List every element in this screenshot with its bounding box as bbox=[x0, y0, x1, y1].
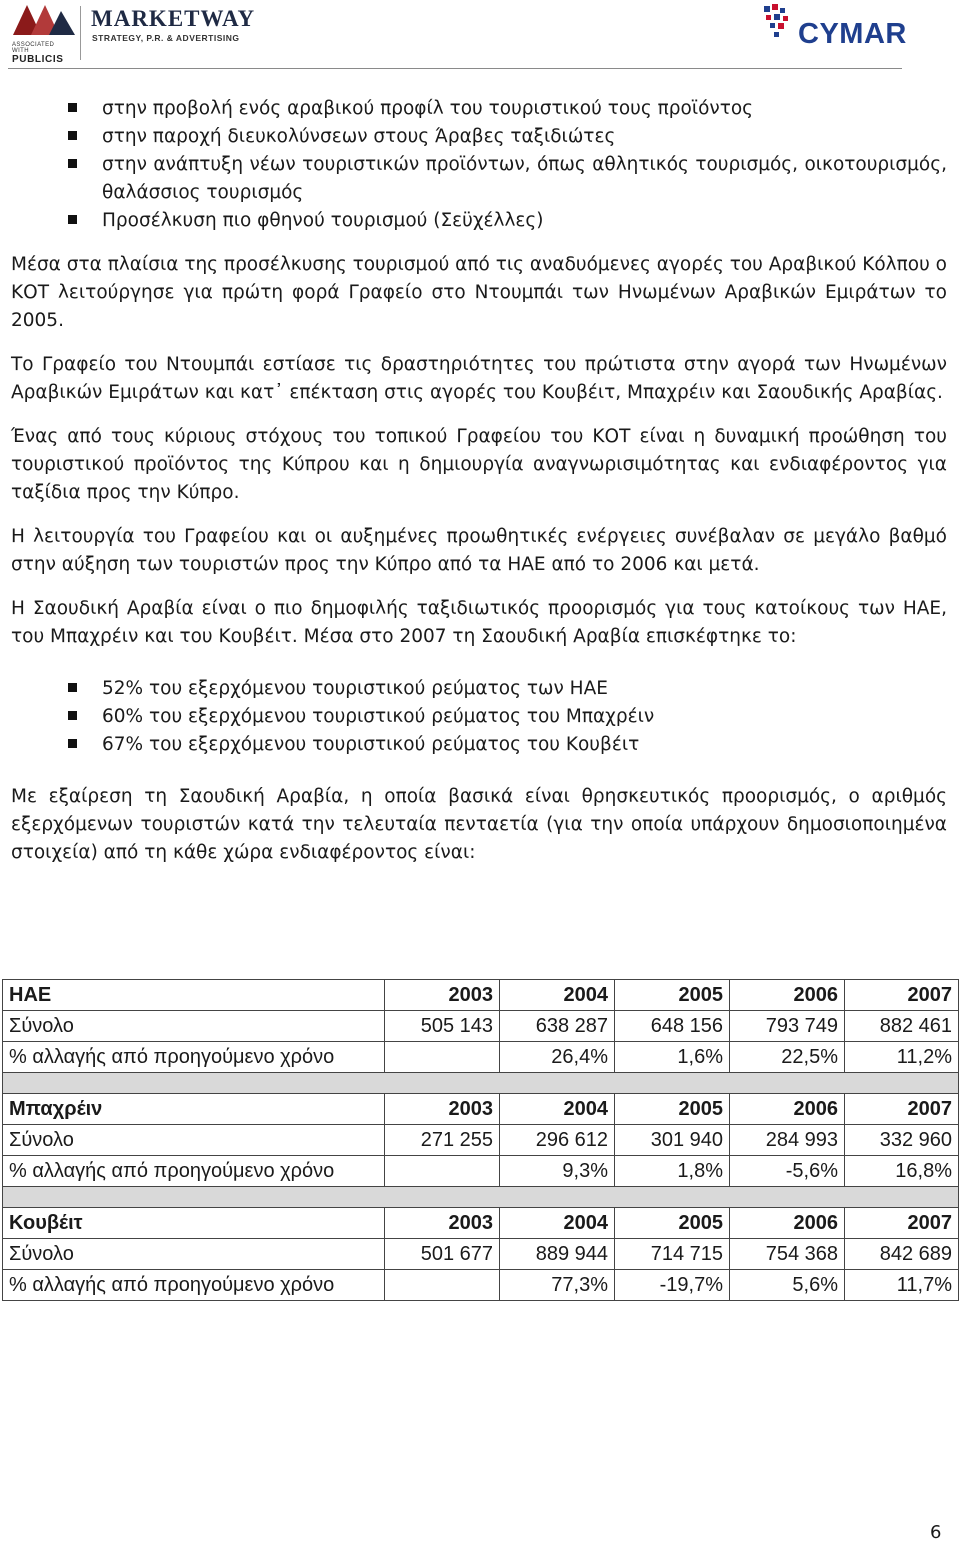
list-item bbox=[11, 703, 947, 731]
year-cell: 2004 bbox=[500, 1208, 615, 1239]
change-cell: 1,6% bbox=[615, 1042, 730, 1073]
paragraph-results: Η λειτουργία του Γραφείου και οι αυξημένες προωθητικές ενέργειες συνέβαλαν σε μεγάλο βαθμό στην αύξηση των τουριστών προς την Κύπρο από τα ΗΑΕ από το 2006 και μετά. bbox=[11, 526, 947, 575]
square-bullet-icon bbox=[68, 103, 77, 112]
change-cell: 22,5% bbox=[730, 1042, 845, 1073]
list-item-text: 67% του εξερχόμενου τουριστικού ρεύματος του Κουβέιτ bbox=[102, 734, 640, 755]
table-header-row bbox=[3, 1094, 959, 1125]
list-item bbox=[11, 123, 947, 151]
change-cell: 9,3% bbox=[500, 1156, 615, 1187]
header-rule bbox=[8, 68, 902, 69]
table-spacer-row bbox=[3, 1073, 959, 1094]
year-cell: 2007 bbox=[845, 1094, 959, 1125]
total-cell: 754 368 bbox=[730, 1239, 845, 1270]
change-cell: 77,3% bbox=[500, 1270, 615, 1301]
change-cell: 1,8% bbox=[615, 1156, 730, 1187]
row-label: Σύνολο bbox=[3, 1125, 385, 1156]
list-item-text: Προσέλκυση πιο φθηνού τουρισμού (Σεϋχέλλες) bbox=[102, 210, 544, 231]
list-item bbox=[11, 675, 947, 703]
table-row bbox=[3, 1239, 959, 1270]
change-cell bbox=[385, 1156, 500, 1187]
year-cell: 2004 bbox=[500, 980, 615, 1011]
country-label: ΗΑΕ bbox=[3, 980, 385, 1011]
marketway-logo-icon bbox=[13, 5, 75, 35]
logo-divider bbox=[80, 6, 81, 60]
year-cell: 2005 bbox=[615, 980, 730, 1011]
total-cell: 638 287 bbox=[500, 1011, 615, 1042]
table-row bbox=[3, 1011, 959, 1042]
association-line: ASSOCIATED WITH bbox=[12, 42, 55, 54]
list-item-text: στην παροχή διευκολύνσεων στους Άραβες ταξιδιώτες bbox=[102, 126, 616, 147]
year-cell: 2006 bbox=[730, 980, 845, 1011]
table-row bbox=[3, 1125, 959, 1156]
table-header-row bbox=[3, 980, 959, 1011]
row-label: % αλλαγής από προηγούμενο χρόνο bbox=[3, 1270, 385, 1301]
paragraph-saudi: Η Σαουδική Αραβία είναι ο πιο δημοφιλής ταξιδιωτικός προορισμός για τους κατοίκους των ΗΑΕ, του Μπαχρέιν και του Κουβέιτ. Μέσα στο 2007 τη Σαουδική Αραβία επισκέφτηκε το: bbox=[11, 598, 947, 647]
list-item bbox=[11, 95, 947, 123]
year-cell: 2003 bbox=[385, 980, 500, 1011]
paragraph-office-focus: Το Γραφείο του Ντουμπάι εστίασε τις δραστηριότητες του πρώτιστα στην αγορά των Ηνωμένων Αραβικών Εμιράτων και κατ᾽ επέκταση στις αγορές του Κουβέιτ, Μπαχρέιν και Σαουδικής Αραβίας. bbox=[11, 354, 947, 403]
change-cell: 11,7% bbox=[845, 1270, 959, 1301]
year-cell: 2007 bbox=[845, 980, 959, 1011]
square-bullet-icon bbox=[68, 159, 77, 168]
total-cell: 271 255 bbox=[385, 1125, 500, 1156]
change-cell bbox=[385, 1042, 500, 1073]
association-brand: PUBLICIS bbox=[12, 54, 64, 65]
change-cell bbox=[385, 1270, 500, 1301]
list-item-text: στην ανάπτυξη νέων τουριστικών προϊόντων, όπως αθλητικός τουρισμός, οικοτουρισμός, θαλάσσιος τουρισμός bbox=[102, 154, 947, 203]
change-cell: 5,6% bbox=[730, 1270, 845, 1301]
paragraph-main-goal: Ένας από τους κύριους στόχους του τοπικού Γραφείου του ΚΟΤ είναι η δυναμική προώθηση του τουριστικού προϊόντος της Κύπρου και η δημιουργία αναγνωρισιμότητας και ενδιαφέροντος για ταξίδια προς την Κύπρο. bbox=[11, 426, 947, 503]
total-cell: 501 677 bbox=[385, 1239, 500, 1270]
table-header-row bbox=[3, 1208, 959, 1239]
year-cell: 2005 bbox=[615, 1094, 730, 1125]
list-item bbox=[11, 151, 947, 207]
total-cell: 882 461 bbox=[845, 1011, 959, 1042]
square-bullet-icon bbox=[68, 215, 77, 224]
table-row bbox=[3, 1156, 959, 1187]
total-cell: 505 143 bbox=[385, 1011, 500, 1042]
outbound-tourism-table bbox=[2, 979, 959, 1301]
list-item-text: 52% του εξερχόμενου τουριστικού ρεύματος των ΗΑΕ bbox=[102, 678, 608, 699]
year-cell: 2007 bbox=[845, 1208, 959, 1239]
total-cell: 648 156 bbox=[615, 1011, 730, 1042]
year-cell: 2003 bbox=[385, 1094, 500, 1125]
cymar-logo-text: CYMAR bbox=[798, 18, 907, 50]
marketway-tagline: STRATEGY, P.R. & ADVERTISING bbox=[92, 33, 240, 43]
list-item bbox=[11, 207, 947, 235]
table-row bbox=[3, 1042, 959, 1073]
row-label: % αλλαγής από προηγούμενο χρόνο bbox=[3, 1156, 385, 1187]
total-cell: 793 749 bbox=[730, 1011, 845, 1042]
paragraph-dubai-office: Μέσα στα πλαίσια της προσέλκυσης τουρισμού από τις αναδυόμενες αγορές του Αραβικού Κόλπου ο ΚΟΤ λειτούργησε για πρώτη φορά Γραφείο στο Ντουμπάι των Ηνωμένων Αραβικών Εμιράτων το 2005. bbox=[11, 254, 947, 331]
square-bullet-icon bbox=[68, 711, 77, 720]
list-item-text: στην προβολή ενός αραβικού προφίλ του τουριστικού τους προϊόντος bbox=[102, 98, 754, 119]
year-cell: 2004 bbox=[500, 1094, 615, 1125]
total-cell: 301 940 bbox=[615, 1125, 730, 1156]
year-cell: 2003 bbox=[385, 1208, 500, 1239]
total-cell: 284 993 bbox=[730, 1125, 845, 1156]
list-item-text: 60% του εξερχόμενου τουριστικού ρεύματος του Μπαχρέιν bbox=[102, 706, 655, 727]
change-cell: 11,2% bbox=[845, 1042, 959, 1073]
cymar-logo-icon bbox=[762, 4, 792, 44]
total-cell: 889 944 bbox=[500, 1239, 615, 1270]
row-label: % αλλαγής από προηγούμενο χρόνο bbox=[3, 1042, 385, 1073]
bullet-list-promotion bbox=[11, 95, 947, 235]
list-item bbox=[11, 731, 947, 759]
year-cell: 2006 bbox=[730, 1094, 845, 1125]
bullet-list-saudi bbox=[11, 675, 947, 759]
change-cell: 26,4% bbox=[500, 1042, 615, 1073]
table-row bbox=[3, 1270, 959, 1301]
total-cell: 296 612 bbox=[500, 1125, 615, 1156]
total-cell: 842 689 bbox=[845, 1239, 959, 1270]
total-cell: 332 960 bbox=[845, 1125, 959, 1156]
marketway-logo-text: MARKETWAY bbox=[91, 6, 256, 31]
square-bullet-icon bbox=[68, 683, 77, 692]
country-label: Μπαχρέιν bbox=[3, 1094, 385, 1125]
year-cell: 2005 bbox=[615, 1208, 730, 1239]
page-header bbox=[0, 0, 960, 70]
change-cell: 16,8% bbox=[845, 1156, 959, 1187]
row-label: Σύνολο bbox=[3, 1239, 385, 1270]
paragraph-outbound: Με εξαίρεση τη Σαουδική Αραβία, η οποία βασικά είναι θρησκευτικός προορισμός, ο αριθμός εξερχόμενων τουριστών κατά την τελευταία πενταετία (για την οποία υπάρχουν δημοσιοποιημένα στοιχεία) από τη κάθε χώρα ενδιαφέροντος είναι: bbox=[11, 786, 947, 863]
country-label: Κουβέιτ bbox=[3, 1208, 385, 1239]
year-cell: 2006 bbox=[730, 1208, 845, 1239]
change-cell: -5,6% bbox=[730, 1156, 845, 1187]
square-bullet-icon bbox=[68, 739, 77, 748]
page-number: 6 bbox=[930, 1522, 942, 1543]
total-cell: 714 715 bbox=[615, 1239, 730, 1270]
marketway-association bbox=[12, 42, 72, 65]
row-label: Σύνολο bbox=[3, 1011, 385, 1042]
square-bullet-icon bbox=[68, 131, 77, 140]
document-body bbox=[11, 95, 947, 867]
table-spacer-row bbox=[3, 1187, 959, 1208]
change-cell: -19,7% bbox=[615, 1270, 730, 1301]
